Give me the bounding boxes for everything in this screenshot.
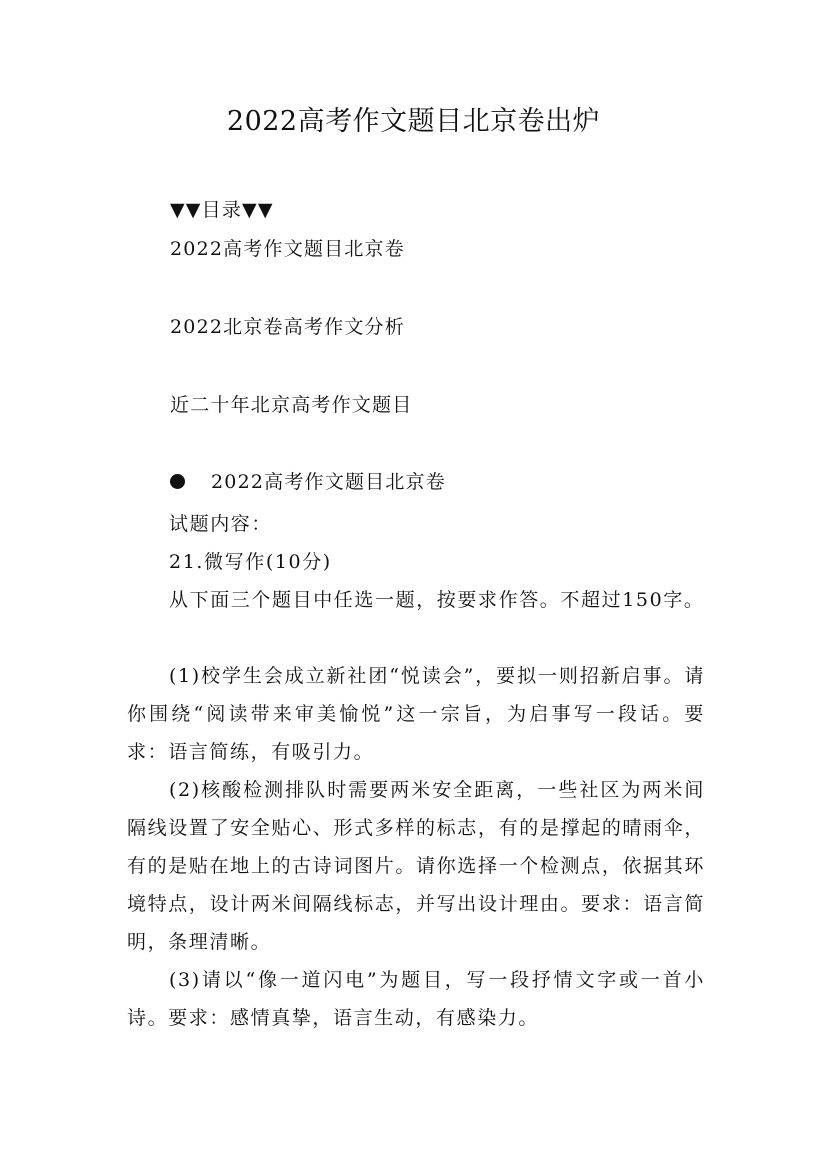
prompt-item-1: (1)校学生会成立新社团“悦读会”，要拟一则招新启事。请你围绕“阅读带来审美愉悦”这一宗旨，为启事写一段话。要求：语言简练，有吸引力。 bbox=[127, 665, 705, 763]
bullet-dot-icon bbox=[170, 474, 185, 489]
toc-header: ▼▼目录▼▼ bbox=[170, 199, 274, 221]
prompt-item-2: (2)核酸检测排队时需要两米安全距离，一些社区为两米间隔线设置了安全贴心、形式多样的标志，有的是撑起的晴雨伞，有的是贴在地上的古诗词图片。请你选择一个检测点，依据其环境特点，设计两米间隔线标志，并写出设计理由。要求：语言简明，条理清晰。 bbox=[127, 779, 705, 953]
content-label: 试题内容： bbox=[169, 513, 273, 535]
document-title: 2022高考作文题目北京卷出炉 bbox=[226, 106, 601, 137]
prompt-item-3: (3)请以“像一道闪电”为题目，写一段抒情文字或一首小诗。要求：感情真挚，语言生动，有感染力。 bbox=[127, 969, 705, 1029]
toc-item[interactable]: 近二十年北京高考作文题目 bbox=[170, 394, 413, 416]
question-label: 21.微写作(10分) bbox=[169, 551, 332, 573]
instructions-paragraph: 从下面三个题目中任选一题，按要求作答。不超过150字。 bbox=[169, 589, 705, 611]
section-heading-text: 2022高考作文题目北京卷 bbox=[211, 471, 446, 493]
toc-item[interactable]: 2022高考作文题目北京卷 bbox=[170, 238, 405, 260]
toc-item[interactable]: 2022北京卷高考作文分析 bbox=[170, 316, 405, 338]
section-heading bbox=[170, 469, 446, 495]
